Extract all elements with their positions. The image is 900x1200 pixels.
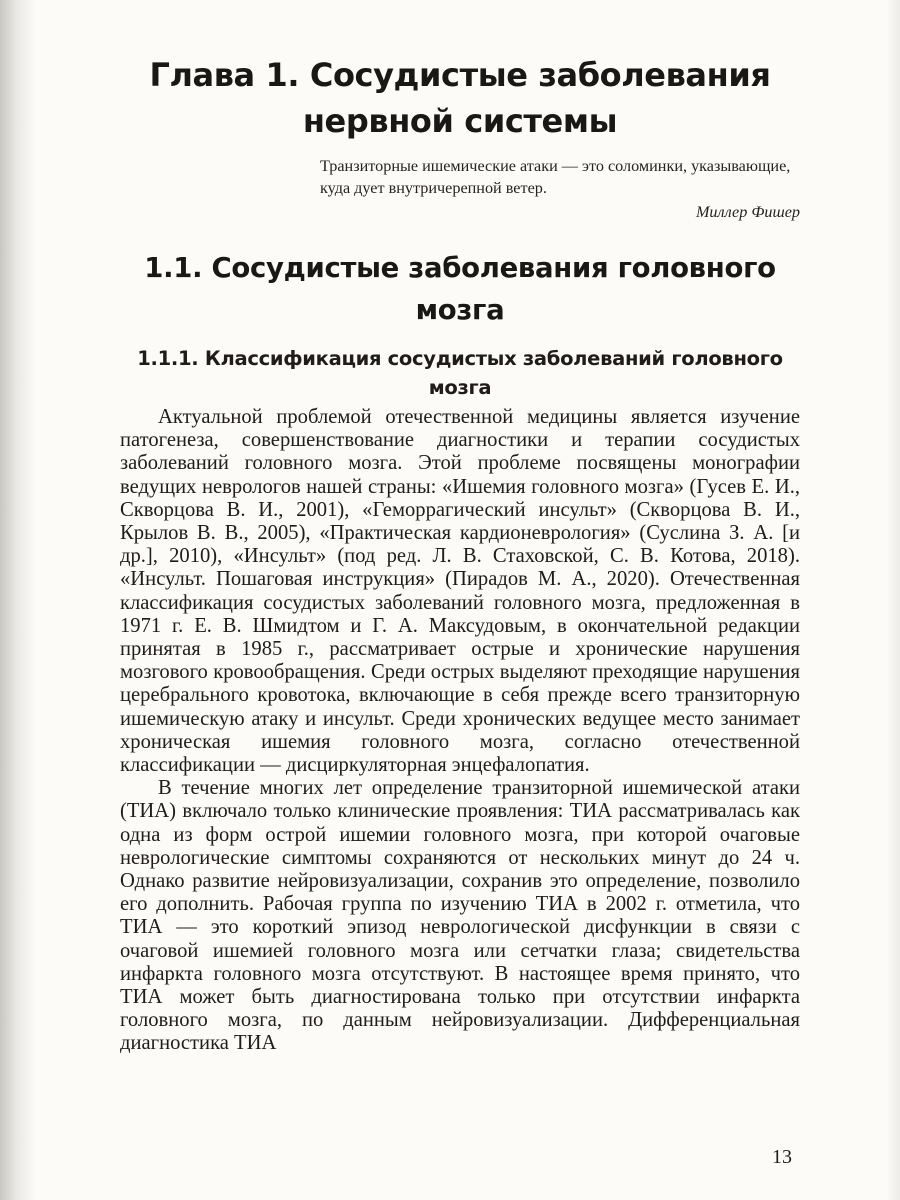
section-title: 1.1. Сосудистые заболевания головного мозга bbox=[144, 252, 776, 326]
binding-shadow bbox=[0, 0, 36, 1200]
paragraph-classification: Актуальной проблемой отечественной медицины является изучение патогенеза, совершенствование диагностики и терапии сосудистых заболеваний головного мозга. Этой проблеме посвящены монографии ведущих неврологов нашей страны: «Ишемия головного мозга» (Гусев Е. И., Скворцова В. И., 2001), «Геморрагический инсульт» (Скворцова В. И., Крылов В. В., 2005), «Практическая кардионеврология» (Суслина З. А. [и др.], 2010), «Инсульт» (под ред. Л. В. Стаховской, С. В. Котова, 2018). «Инсульт. Пошаговая инструкция» (Пирадов М. А., 2020). Отечественная классификация сосудистых заболеваний головного мозга, предложенная в 1971 г. Е. В. Шмидтом и Г. А. Максудовым, в окончательной редакции принятая в 1985 г., рассматривает острые и хронические нарушения мозгового кровообращения. Среди острых выделяют преходящие нарушения церебрального кровотока, включающие в себя прежде всего транзиторную ишемическую атаку и инсульт. Среди хронических ведущее место занимает хроническая ишемия головного мозга, согласно отечественной классификации — дисциркуляторная энцефалопатия. bbox=[120, 406, 800, 777]
page-edge-shadow bbox=[886, 0, 900, 1200]
page-number: 13 bbox=[772, 1146, 792, 1168]
paragraph-tia-definition: В течение многих лет определение транзиторной ишемической атаки (ТИА) включало только клинические проявления: ТИА рассматривалась как одна из форм острой ишемии головного мозга, при которой очаговые неврологические симптомы сохраняются от нескольких минут до 24 ч. Однако развитие нейровизуализации, сохранив это определение, позволило его дополнить. Рабочая группа по изучению ТИА в 2002 г. отметила, что ТИА — это короткий эпизод неврологической дисфункции в связи с очаговой ишемией головного мозга или сетчатки глаза; свидетельства инфаркта головного мозга отсутствуют. В настоящее время принято, что ТИА может быть диагностирована только при отсутствии инфаркта головного мозга, по данным нейровизуализации. Дифференциальная диагностика ТИА bbox=[120, 777, 800, 1055]
chapter-title: Глава 1. Сосудистые заболевания нервной системы bbox=[149, 56, 771, 140]
subsection-title: 1.1.1. Классификация сосудистых заболеваний головного мозга bbox=[137, 347, 783, 399]
body-text bbox=[120, 406, 800, 1056]
epigraph-text: Транзиторные ишемические атаки — это соломинки, указывающие, куда дует внутричерепной ветер. bbox=[320, 157, 791, 197]
epigraph bbox=[320, 155, 800, 223]
epigraph-author: Миллер Фишер bbox=[695, 203, 800, 221]
